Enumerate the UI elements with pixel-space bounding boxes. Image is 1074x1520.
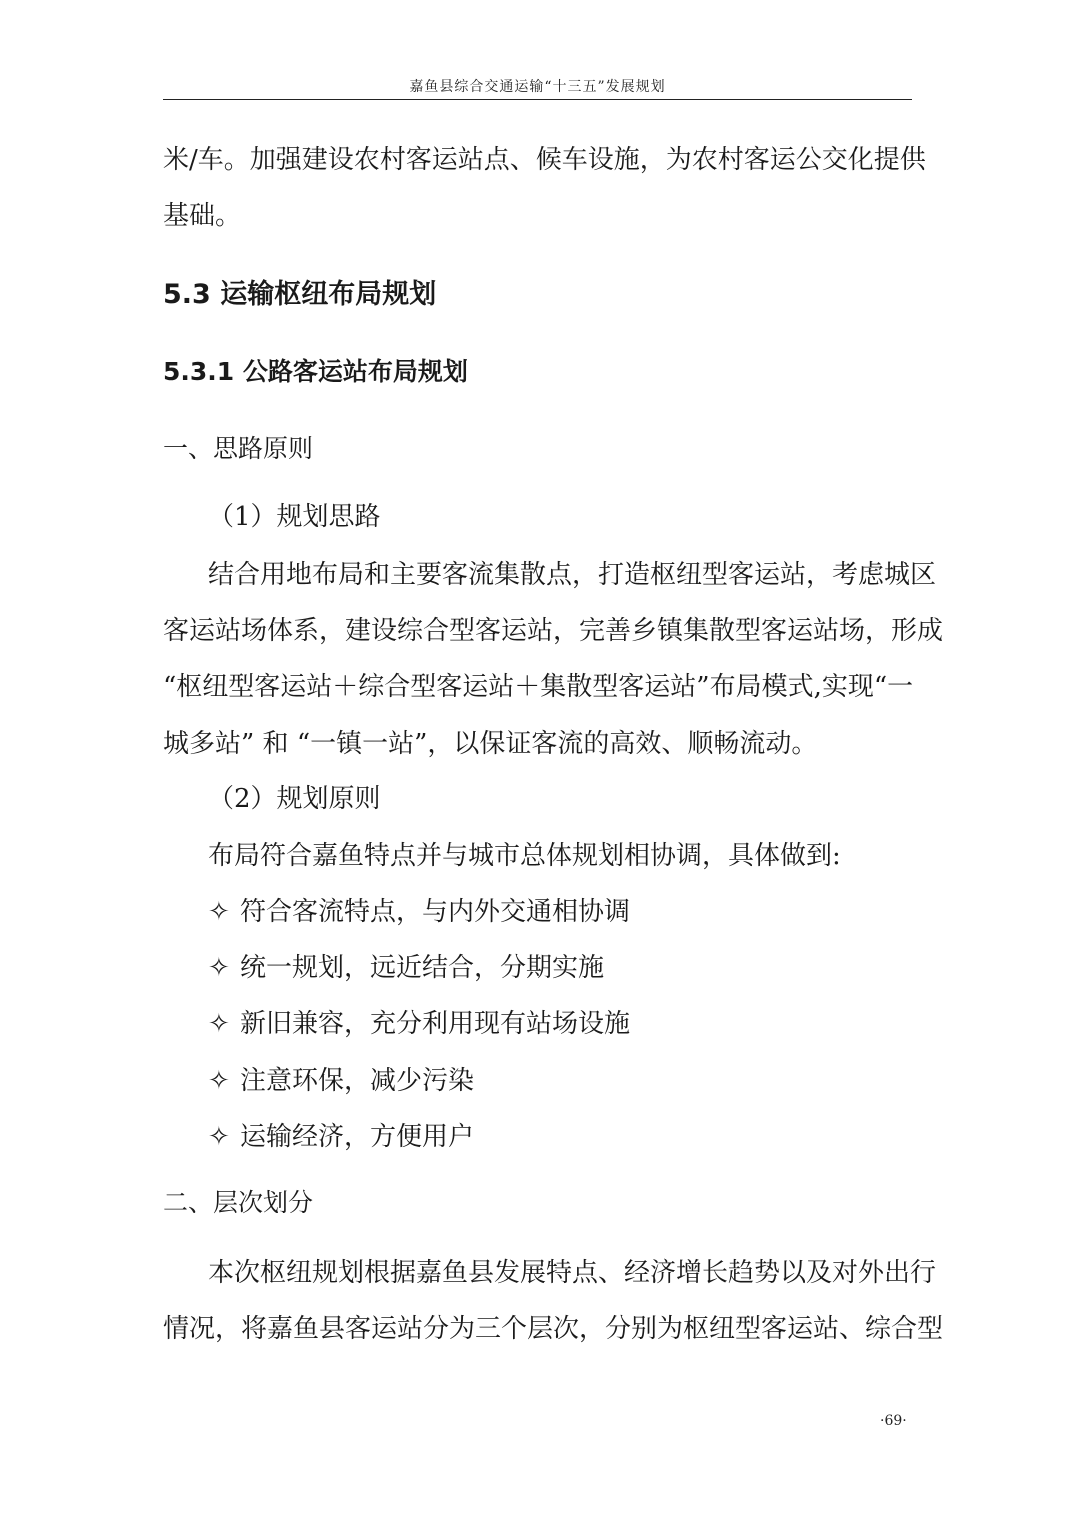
para1-line-2: 客运站场体系，建设综合型客运站，完善乡镇集散型客运站场，形成	[163, 616, 944, 646]
diamond-bullet-icon: ✧	[208, 1066, 230, 1096]
para3-line-2: 情况，将嘉鱼县客运站分为三个层次，分别为枢纽型客运站、综合型	[163, 1314, 944, 1344]
subsection-heading: 5.3.1 公路客运站布局规划	[163, 357, 468, 386]
item1-label: （1）规划思路	[208, 502, 381, 532]
para1-line-3: “枢纽型客运站＋综合型客运站＋集散型客运站”布局模式,实现“一	[163, 672, 914, 702]
bullet-item-3	[208, 1007, 912, 1041]
diamond-bullet-icon: ✧	[208, 1122, 230, 1152]
bullet-text: 统一规划，远近结合，分期实施	[240, 953, 605, 983]
header-rule	[163, 99, 912, 100]
section-heading: 5.3 运输枢纽布局规划	[163, 279, 437, 310]
part2-heading: 二、层次划分	[163, 1188, 314, 1217]
bullet-item-1	[208, 895, 912, 929]
page-number: ·69·	[880, 1413, 907, 1429]
bullet-item-5	[208, 1120, 912, 1154]
para3-line-1: 本次枢纽规划根据嘉鱼县发展特点、经济增长趋势以及对外出行	[208, 1258, 937, 1288]
diamond-bullet-icon: ✧	[208, 953, 230, 983]
para1-line-4: 城多站” 和 “一镇一站”，以保证客流的高效、顺畅流动。	[163, 729, 818, 759]
bullet-text: 新旧兼容，充分利用现有站场设施	[240, 1009, 631, 1039]
para1-line-1: 结合用地布局和主要客流集散点，打造枢纽型客运站，考虑城区	[208, 560, 937, 590]
part1-heading: 一、思路原则	[163, 434, 314, 463]
intro-line-2: 基础。	[163, 201, 242, 231]
diamond-bullet-icon: ✧	[208, 897, 230, 927]
bullet-text: 运输经济，方便用户	[240, 1122, 475, 1152]
running-header: 嘉鱼县综合交通运输“十三五”发展规划	[409, 79, 666, 95]
bullet-item-2	[208, 951, 912, 985]
bullet-text: 符合客流特点，与内外交通相协调	[240, 897, 631, 927]
item2-label: （2）规划原则	[208, 784, 381, 814]
para2-line-1: 布局符合嘉鱼特点并与城市总体规划相协调，具体做到:	[208, 841, 841, 871]
bullet-text: 注意环保，减少污染	[240, 1066, 475, 1096]
diamond-bullet-icon: ✧	[208, 1009, 230, 1039]
bullet-item-4	[208, 1064, 912, 1098]
intro-line-1: 米/车。加强建设农村客运站点、候车设施，为农村客运公交化提供	[163, 145, 926, 175]
